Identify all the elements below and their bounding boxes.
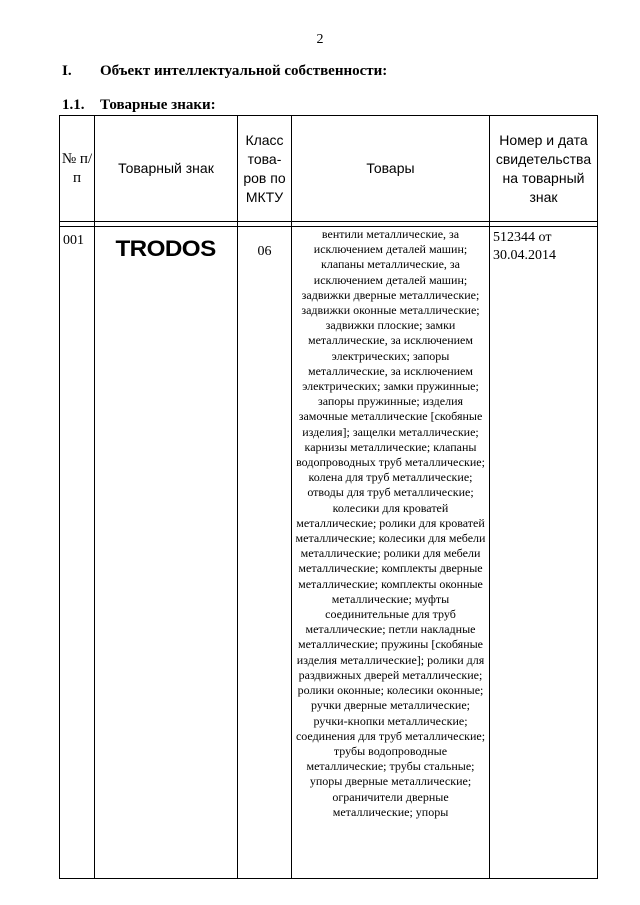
header-registration: Номер и дата свидетельства на товарный знак — [490, 116, 598, 222]
header-num: № п/п — [60, 116, 95, 222]
section-heading — [62, 63, 387, 80]
row-num: 001 — [60, 227, 95, 879]
row-registration: 512344 от 30.04.2014 — [490, 227, 598, 879]
table-header-row — [60, 116, 598, 222]
trademarks-table — [59, 115, 598, 879]
header-goods: Товары — [292, 116, 490, 222]
row-goods: вентили металлические, за исключением деталей машин; клапаны металлические, за исключением деталей машин; задвижки дверные металлические; задвижки оконные металлические; задвижки плоские; замки металлические, за исключением электрических; запоры металлические, за исключением электрических; замки пружинные; запоры пружинные; изделия замочные металлические [скобяные изделия]; защелки металлические; карнизы металлические; клапаны водопроводных труб металлические; колена для труб металлические; отводы для труб металлические; колесики для кроватей металлические; ролики для кроватей металлические; колесики для мебели металлические; ролики для мебели металлические; комплекты дверные металлические; комплекты оконные металлические; муфты соединительные для труб металлические; петли накладные металлические; пружины [скобяные изделия металлические]; ролики для раздвижных дверей металлические; ролики оконные; колесики оконные; ручки дверные металлические; ручки-кнопки металлические; соединения для труб металлические; трубы водопроводные металлические; трубы стальные; упоры дверные металлические; ограничители дверные металлические; упоры — [292, 227, 490, 879]
subsection-title: Товарные знаки: — [100, 97, 216, 113]
trademark-logo: TRODOS — [115, 236, 217, 261]
header-mark: Товарный знак — [95, 116, 238, 222]
row-mark — [95, 227, 238, 879]
subsection-number: 1.1. — [62, 97, 85, 113]
header-class: Класс това-ров по МКТУ — [238, 116, 292, 222]
table-row — [60, 227, 598, 879]
page-number: 2 — [316, 32, 324, 47]
subsection-heading — [62, 97, 216, 114]
section-title: Объект интеллектуальной собственности: — [100, 63, 388, 79]
section-number: I. — [62, 63, 72, 79]
row-class: 06 — [238, 227, 292, 879]
